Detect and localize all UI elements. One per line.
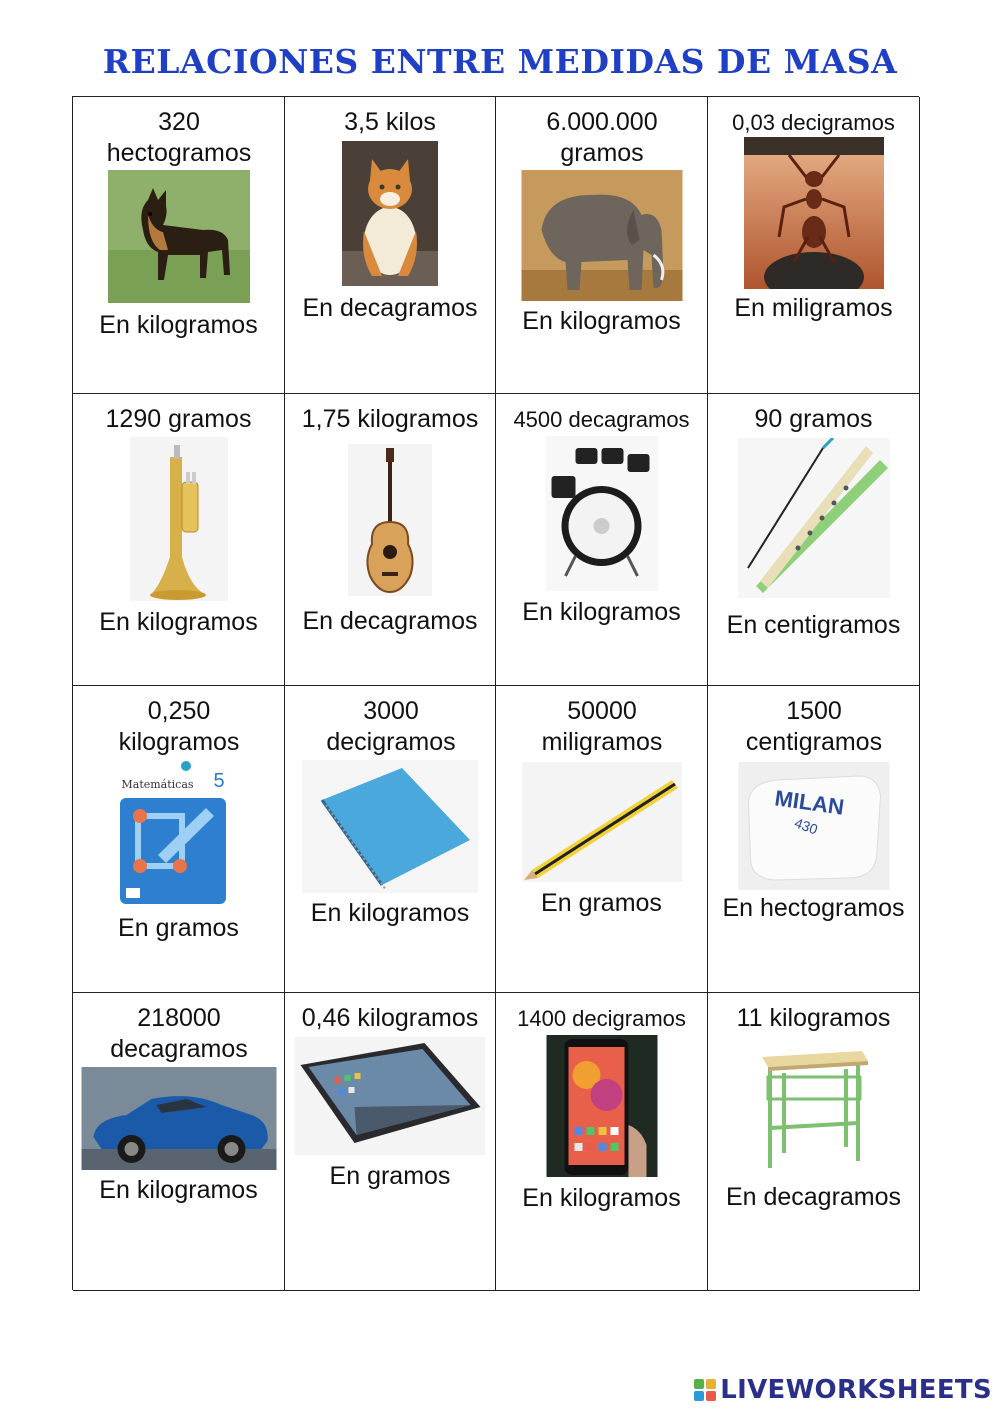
pencil-photo-icon [522, 762, 682, 882]
quantity-label: 218000 decagramos [110, 1004, 248, 1063]
target-unit: En kilogramos [522, 1184, 681, 1212]
liveworksheets-logo-icon [694, 1379, 716, 1401]
card-drums [496, 394, 708, 686]
target-unit: En kilogramos [99, 608, 258, 636]
card-guitar [285, 394, 496, 686]
quantity-label: 50000 miligramos [541, 697, 663, 756]
card-eraser [708, 686, 920, 993]
quantity-label: 320 hectogramos [106, 108, 252, 167]
quantity-label: 1500 centigramos [745, 697, 883, 756]
dog-photo-icon [108, 170, 250, 303]
quantity-label: 11 kilogramos [736, 1004, 891, 1032]
target-unit: En kilogramos [310, 899, 470, 927]
card-notebook [285, 686, 496, 993]
card-cat [285, 97, 496, 394]
target-unit: En hectogramos [722, 894, 905, 922]
target-unit: En kilogramos [522, 307, 681, 335]
quantity-label: 0,250 kilogramos [118, 697, 240, 756]
quantity-label: 0,03 decigramos [732, 110, 895, 135]
book-grade: 5 [213, 770, 225, 792]
target-unit: En gramos [329, 1162, 451, 1190]
target-unit: En gramos [541, 889, 662, 917]
card-book [73, 686, 285, 993]
math-book-photo-icon [118, 760, 240, 907]
target-unit: En decagramos [302, 294, 478, 322]
quantity-label: 3000 decigramos [326, 697, 456, 756]
recorder-flute-photo-icon [738, 438, 890, 598]
elephant-photo-icon [521, 170, 682, 301]
target-unit: En kilogramos [99, 311, 258, 339]
card-dog [73, 97, 285, 394]
card-desk [708, 993, 920, 1291]
quantity-label: 1290 gramos [105, 405, 252, 433]
target-unit: En decagramos [302, 607, 478, 635]
school-desk-photo-icon [754, 1043, 874, 1176]
card-pencil [496, 686, 708, 993]
exercise-grid [72, 96, 919, 1290]
card-car [73, 993, 285, 1291]
quantity-label: 4500 decagramos [513, 407, 690, 432]
notebook-photo-icon [302, 760, 478, 893]
target-unit: En decagramos [725, 1183, 902, 1211]
quantity-label: 90 gramos [754, 405, 873, 433]
footer-brand-text: LIVEWORKSHEETS [720, 1375, 992, 1405]
target-unit: En kilogramos [522, 598, 681, 626]
target-unit: En gramos [118, 914, 239, 942]
eraser-model: 430 [791, 814, 820, 838]
card-tablet [285, 993, 496, 1291]
cat-photo-icon [342, 141, 438, 286]
tablet-photo-icon [295, 1037, 486, 1155]
quantity-label: 1,75 kilogramos [301, 405, 479, 433]
card-elephant [496, 97, 708, 394]
eraser-photo-icon [738, 762, 889, 890]
car-photo-icon [81, 1067, 276, 1170]
card-trumpet [73, 394, 285, 686]
eraser-brand: MILAN [772, 785, 846, 820]
target-unit: En kilogramos [99, 1176, 258, 1204]
book-title: Matemáticas [121, 778, 194, 791]
quantity-label: 1400 decigramos [517, 1006, 686, 1031]
footer-brand [694, 1375, 992, 1405]
card-phone [496, 993, 708, 1291]
card-flute [708, 394, 920, 686]
target-unit: En centigramos [726, 611, 901, 639]
page-title: RELACIONES ENTRE MEDIDAS DE MASA [102, 42, 898, 81]
guitar-photo-icon [348, 444, 432, 596]
drums-photo-icon [545, 436, 658, 591]
quantity-label: 0,46 kilogramos [301, 1004, 479, 1032]
quantity-label: 6.000.000 gramos [546, 108, 658, 167]
ant-photo-icon [744, 137, 884, 289]
target-unit: En miligramos [734, 294, 893, 322]
quantity-label: 3,5 kilos [344, 108, 436, 136]
card-ant [708, 97, 920, 394]
trumpet-photo-icon [130, 437, 228, 601]
smartphone-photo-icon [546, 1035, 657, 1177]
